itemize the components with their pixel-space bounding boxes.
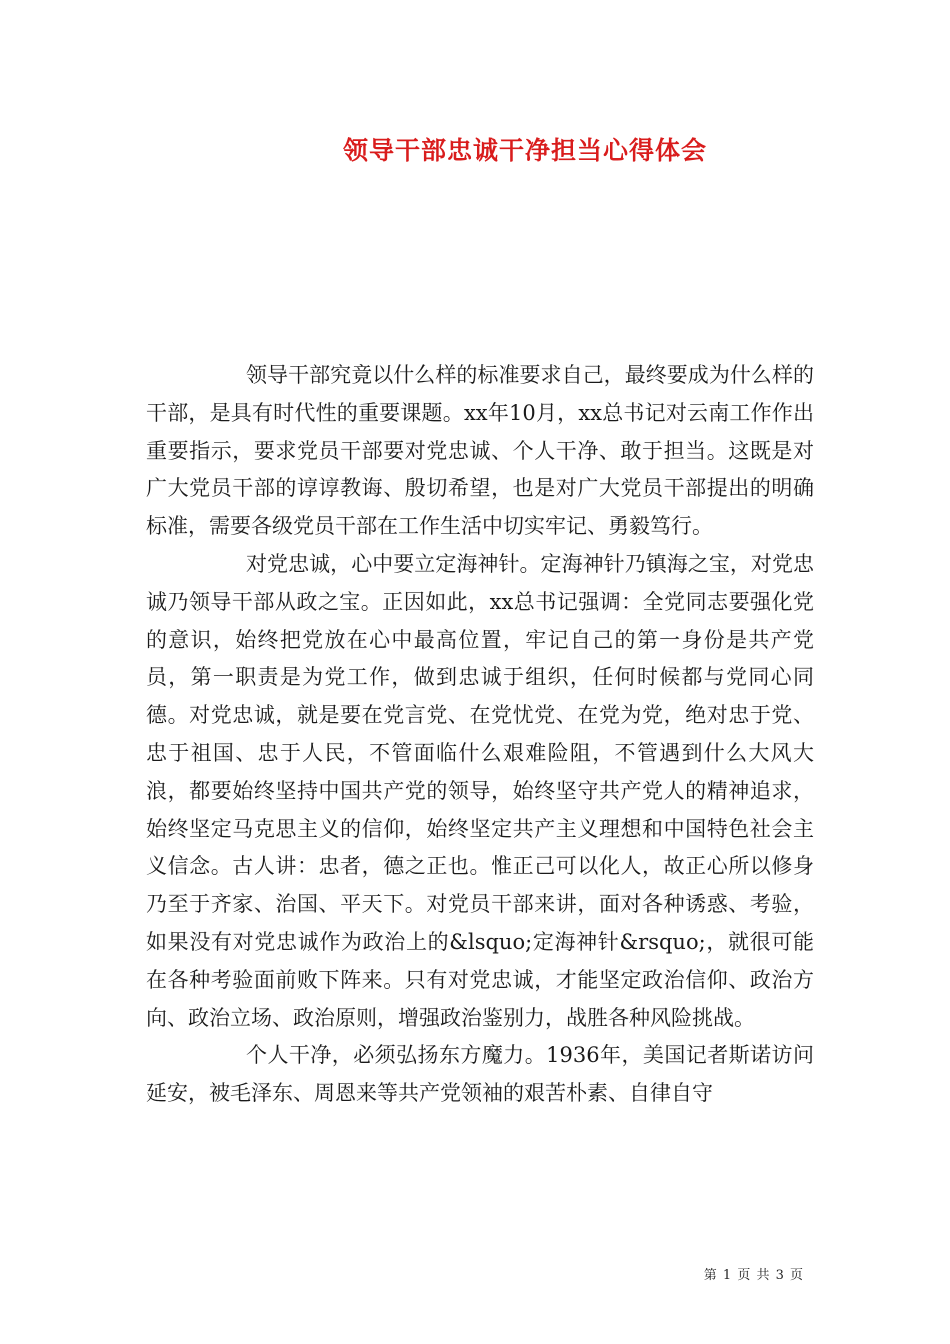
paragraph-loyalty: 对党忠诚，心中要立定海神针。定海神针乃镇海之宝，对党忠诚乃领导干部从政之宝。正因如此，xx总书记强调：全党同志要强化党的意识，始终把党放在心中最高位置，牢记自己的第一身份是共产党员，第一职责是为党工作，做到忠诚于组织，任何时候都与党同心同德。对党忠诚，就是要在党言党、在党忧党、在党为党，绝对忠于党、忠于祖国、忠于人民，不管面临什么艰难险阻，不管遇到什么大风大浪，都要始终坚持中国共产党的领导，始终坚守共产党人的精神追求，始终坚定马克思主义的信仰，始终坚定共产主义理想和中国特色社会主义信念。古人讲：忠者，德之正也。惟正己可以化人，故正心所以修身乃至于齐家、治国、平天下。对党员干部来讲，面对各种诱惑、考验，如果没有对党忠诚作为政治上的&lsquo;定海神针&rsquo;，就很可能在各种考验面前败下阵来。只有对党忠诚，才能坚定政治信仰、政治方向、政治立场、政治原则，增强政治鉴别力，战胜各种风险挑战。 (146, 551, 814, 1030)
document-title: 领导干部忠诚干净担当心得体会 (342, 136, 707, 165)
paragraph-clean: 个人干净，必须弘扬东方魔力。1936年，美国记者斯诺访问延安，被毛泽东、周恩来等共产党领袖的艰苦朴素、自律自守 (146, 1043, 814, 1106)
paragraph-intro: 领导干部究竟以什么样的标准要求自己，最终要成为什么样的干部，是具有时代性的重要课题。xx年10月，xx总书记对云南工作作出重要指示，要求党员干部要对党忠诚、个人干净、敢于担当。这既是对广大党员干部的谆谆教诲、殷切希望，也是对广大党员干部提出的明确标准，需要各级党员干部在工作生活中切实牢记、勇毅笃行。 (146, 363, 814, 539)
page-number: 第 1 页 共 3 页 (703, 1268, 804, 1283)
document-body (146, 357, 814, 1113)
